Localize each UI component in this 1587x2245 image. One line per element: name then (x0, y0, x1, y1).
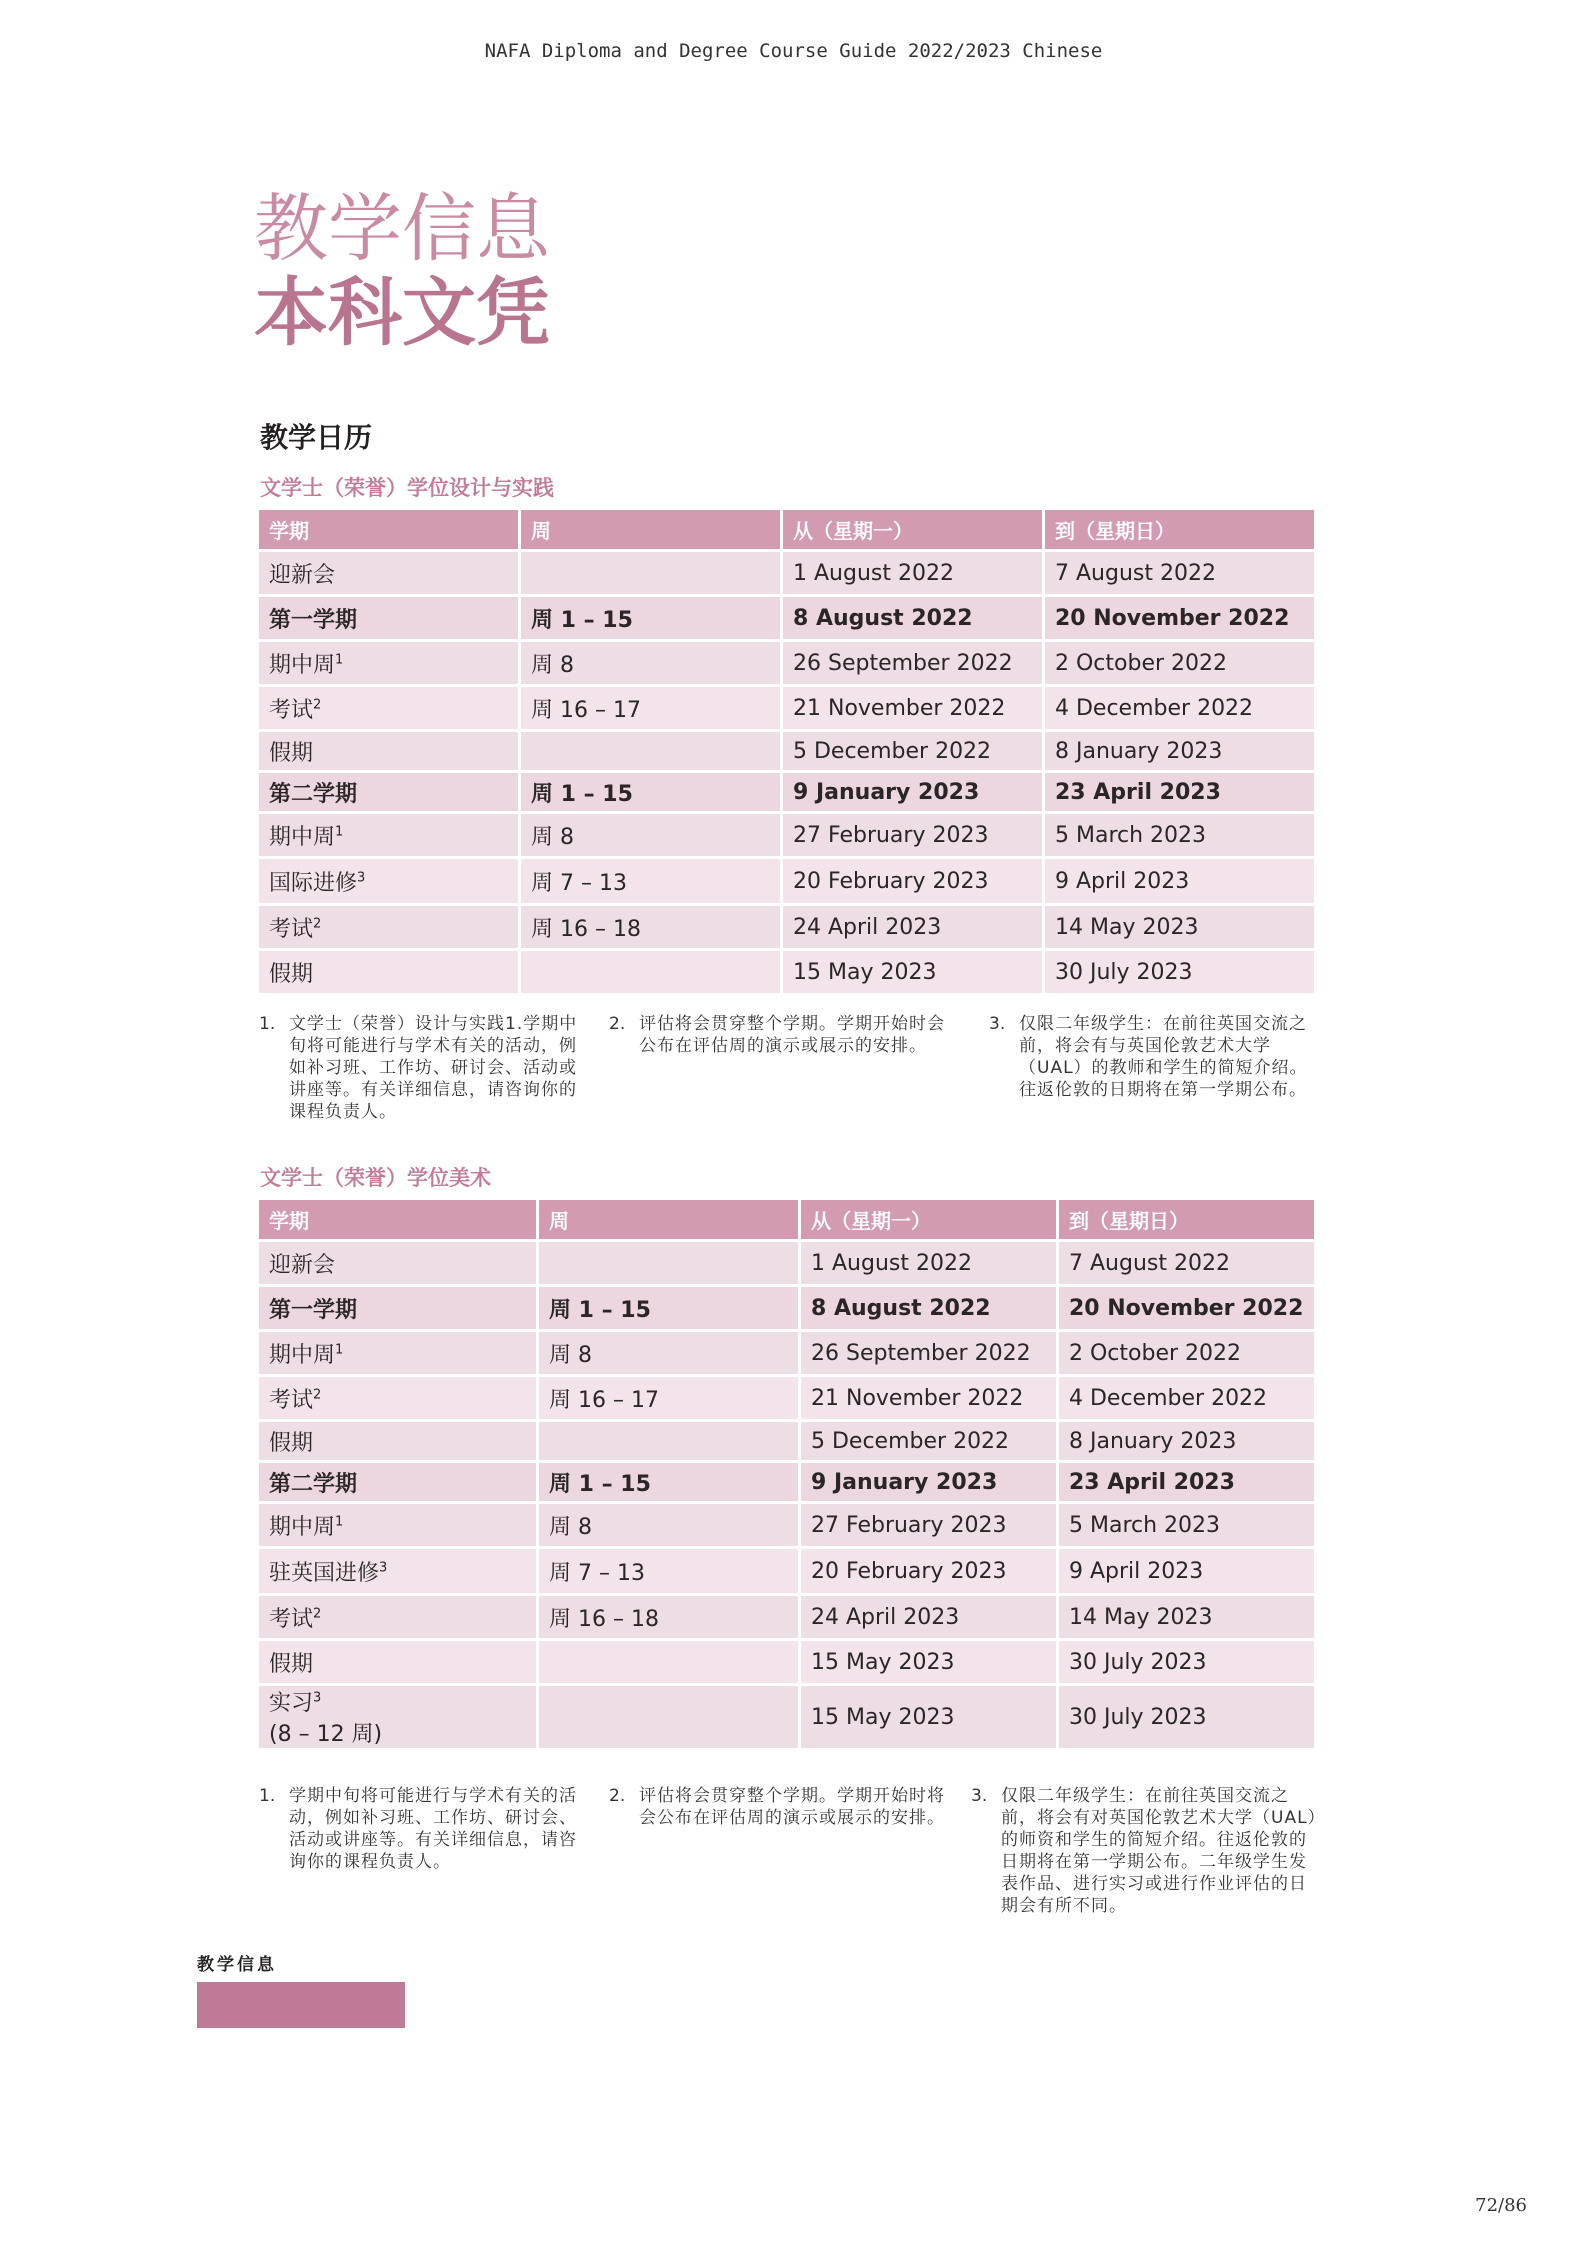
cell-week: 周 8 (521, 811, 783, 856)
cell-term: 考试$^2$ (259, 1374, 539, 1419)
table1-title: 文学士（荣誉）学位设计与实践 (260, 476, 554, 500)
cell-week: 周 8 (521, 639, 783, 684)
cell-week (521, 549, 783, 594)
table2-note-3: 3. 仅限二年级学生：在前往英国交流之前，将会有对英国伦敦艺术大学（UAL）的师资和学生的简短介绍。往返伦敦的日期将在第一学期公布。二年级学生发表作品、进行实习或进行作业评估的日期会有所不同。 (971, 1786, 1318, 1916)
table2-title: 文学士（荣誉）学位美术 (260, 1166, 491, 1190)
cell-term: 第二学期 (259, 770, 521, 811)
table2-notes (259, 1785, 1319, 1925)
cell-from: 9 January 2023 (783, 770, 1045, 811)
cell-from: 20 February 2023 (783, 856, 1045, 903)
table-row (259, 1638, 1314, 1683)
cell-from: 27 February 2023 (801, 1501, 1059, 1546)
cell-term: 考试$^2$ (259, 903, 521, 948)
cell-to: 8 January 2023 (1045, 729, 1314, 770)
footer-color-bar (197, 1982, 405, 2028)
table1-notes (259, 1013, 1319, 1123)
cell-to: 7 August 2022 (1059, 1239, 1314, 1284)
footer-section-label: 教学信息 (197, 1955, 277, 1975)
cell-to: 4 December 2022 (1059, 1374, 1314, 1419)
cell-to: 14 May 2023 (1059, 1593, 1314, 1638)
cell-from: 24 April 2023 (783, 903, 1045, 948)
table-row (259, 1460, 1314, 1501)
table2-note-1: 1. 学期中旬将可能进行与学术有关的活动，例如补习班、工作坊、研讨会、活动或讲座等。有关详细信息，请咨询你的课程负责人。 (259, 1786, 577, 1872)
cell-week: 周 8 (539, 1329, 801, 1374)
page-title-line2: 本科文凭 (254, 270, 550, 356)
cell-from: 9 January 2023 (801, 1460, 1059, 1501)
table-row (259, 1329, 1314, 1374)
cell-to: 5 March 2023 (1045, 811, 1314, 856)
cell-to: 2 October 2022 (1059, 1329, 1314, 1374)
table-row (259, 594, 1314, 639)
cell-from: 24 April 2023 (801, 1593, 1059, 1638)
cell-to: 4 December 2022 (1045, 684, 1314, 729)
cell-week (539, 1239, 801, 1284)
cell-from: 5 December 2022 (783, 729, 1045, 770)
cell-term: 假期 (259, 729, 521, 770)
cell-from: 1 August 2022 (783, 549, 1045, 594)
cell-to: 30 July 2023 (1059, 1683, 1314, 1748)
cell-term: 第二学期 (259, 1460, 539, 1501)
cell-term: 考试$^2$ (259, 684, 521, 729)
cell-to: 5 March 2023 (1059, 1501, 1314, 1546)
table2-note-2: 2. 评估将会贯穿整个学期。学期开始时将会公布在评估周的演示或展示的安排。 (609, 1786, 945, 1828)
cell-from: 26 September 2022 (783, 639, 1045, 684)
cell-term: 实习$^3$ (8 – 12 周) (259, 1683, 539, 1748)
cell-from: 15 May 2023 (801, 1638, 1059, 1683)
column-header-week: 周 (539, 1200, 801, 1239)
cell-from: 21 November 2022 (801, 1374, 1059, 1419)
cell-term: 国际进修$^3$ (259, 856, 521, 903)
cell-to: 23 April 2023 (1059, 1460, 1314, 1501)
cell-week (521, 729, 783, 770)
table-row (259, 1374, 1314, 1419)
cell-term: 考试$^2$ (259, 1593, 539, 1638)
table-row (259, 1419, 1314, 1460)
cell-week: 周 1 – 15 (539, 1284, 801, 1329)
cell-term: 期中周$^1$ (259, 639, 521, 684)
column-header-to: 到（星期日） (1059, 1200, 1314, 1239)
cell-term: 迎新会 (259, 1239, 539, 1284)
table-row (259, 1683, 1314, 1748)
cell-term: 假期 (259, 948, 521, 993)
table-row (259, 770, 1314, 811)
column-header-from: 从（星期一） (801, 1200, 1059, 1239)
cell-from: 1 August 2022 (801, 1239, 1059, 1284)
page-number: 72/86 (1475, 2195, 1527, 2216)
cell-week: 周 16 – 18 (539, 1593, 801, 1638)
cell-week: 周 7 – 13 (521, 856, 783, 903)
cell-to: 2 October 2022 (1045, 639, 1314, 684)
table-row (259, 639, 1314, 684)
cell-week: 周 1 – 15 (521, 770, 783, 811)
table-row (259, 856, 1314, 903)
document-header: NAFA Diploma and Degree Course Guide 2022/2023 Chinese (484, 40, 1103, 62)
cell-from: 27 February 2023 (783, 811, 1045, 856)
table-row (259, 948, 1314, 993)
cell-term: 期中周$^1$ (259, 811, 521, 856)
cell-from: 8 August 2022 (783, 594, 1045, 639)
page-title-line1: 教学信息 (254, 186, 550, 272)
cell-term: 期中周$^1$ (259, 1329, 539, 1374)
academic-calendar-table-design (259, 510, 1314, 993)
cell-from: 21 November 2022 (783, 684, 1045, 729)
cell-week (539, 1638, 801, 1683)
table1-note-1: 1. 文学士（荣誉）设计与实践1.学期中旬将可能进行与学术有关的活动，例如补习班、工作坊、研讨会、活动或讲座等。有关详细信息，请咨询你的课程负责人。 (259, 1014, 578, 1122)
cell-week (521, 948, 783, 993)
table-row (259, 1501, 1314, 1546)
cell-week: 周 1 – 15 (521, 594, 783, 639)
table-row (259, 684, 1314, 729)
table-row (259, 1546, 1314, 1593)
cell-week: 周 16 – 18 (521, 903, 783, 948)
cell-week: 周 7 – 13 (539, 1546, 801, 1593)
table-row (259, 729, 1314, 770)
table1-note-3: 3. 仅限二年级学生：在前往英国交流之前，将会有与英国伦敦艺术大学（UAL）的教师和学生的简短介绍。往返伦敦的日期将在第一学期公布。 (989, 1014, 1308, 1100)
column-header-week: 周 (521, 510, 783, 549)
cell-week: 周 8 (539, 1501, 801, 1546)
calendar-heading: 教学日历 (260, 421, 373, 454)
cell-week: 周 16 – 17 (521, 684, 783, 729)
table1-note-2: 2. 评估将会贯穿整个学期。学期开始时会公布在评估周的演示或展示的安排。 (609, 1014, 945, 1056)
column-header-term: 学期 (259, 510, 521, 549)
cell-to: 20 November 2022 (1045, 594, 1314, 639)
column-header-to: 到（星期日） (1045, 510, 1314, 549)
academic-calendar-table-fine-art (259, 1200, 1314, 1748)
cell-term: 迎新会 (259, 549, 521, 594)
cell-week (539, 1419, 801, 1460)
cell-to: 9 April 2023 (1059, 1546, 1314, 1593)
cell-to: 20 November 2022 (1059, 1284, 1314, 1329)
cell-term: 假期 (259, 1419, 539, 1460)
table-row (259, 549, 1314, 594)
cell-term: 期中周$^1$ (259, 1501, 539, 1546)
cell-from: 20 February 2023 (801, 1546, 1059, 1593)
cell-term: 第一学期 (259, 1284, 539, 1329)
cell-week: 周 16 – 17 (539, 1374, 801, 1419)
cell-term: 第一学期 (259, 594, 521, 639)
cell-from: 15 May 2023 (801, 1683, 1059, 1748)
cell-week (539, 1683, 801, 1748)
cell-week: 周 1 – 15 (539, 1460, 801, 1501)
cell-to: 9 April 2023 (1045, 856, 1314, 903)
cell-to: 8 January 2023 (1059, 1419, 1314, 1460)
cell-term: 驻英国进修$^3$ (259, 1546, 539, 1593)
cell-from: 8 August 2022 (801, 1284, 1059, 1329)
table-row (259, 903, 1314, 948)
column-header-from: 从（星期一） (783, 510, 1045, 549)
cell-to: 7 August 2022 (1045, 549, 1314, 594)
table-row (259, 1593, 1314, 1638)
cell-to: 14 May 2023 (1045, 903, 1314, 948)
cell-from: 5 December 2022 (801, 1419, 1059, 1460)
table-row (259, 1239, 1314, 1284)
table-row (259, 1284, 1314, 1329)
cell-to: 23 April 2023 (1045, 770, 1314, 811)
cell-term: 假期 (259, 1638, 539, 1683)
cell-from: 26 September 2022 (801, 1329, 1059, 1374)
column-header-term: 学期 (259, 1200, 539, 1239)
cell-to: 30 July 2023 (1059, 1638, 1314, 1683)
cell-from: 15 May 2023 (783, 948, 1045, 993)
table-row (259, 811, 1314, 856)
page-title (254, 186, 550, 356)
cell-to: 30 July 2023 (1045, 948, 1314, 993)
